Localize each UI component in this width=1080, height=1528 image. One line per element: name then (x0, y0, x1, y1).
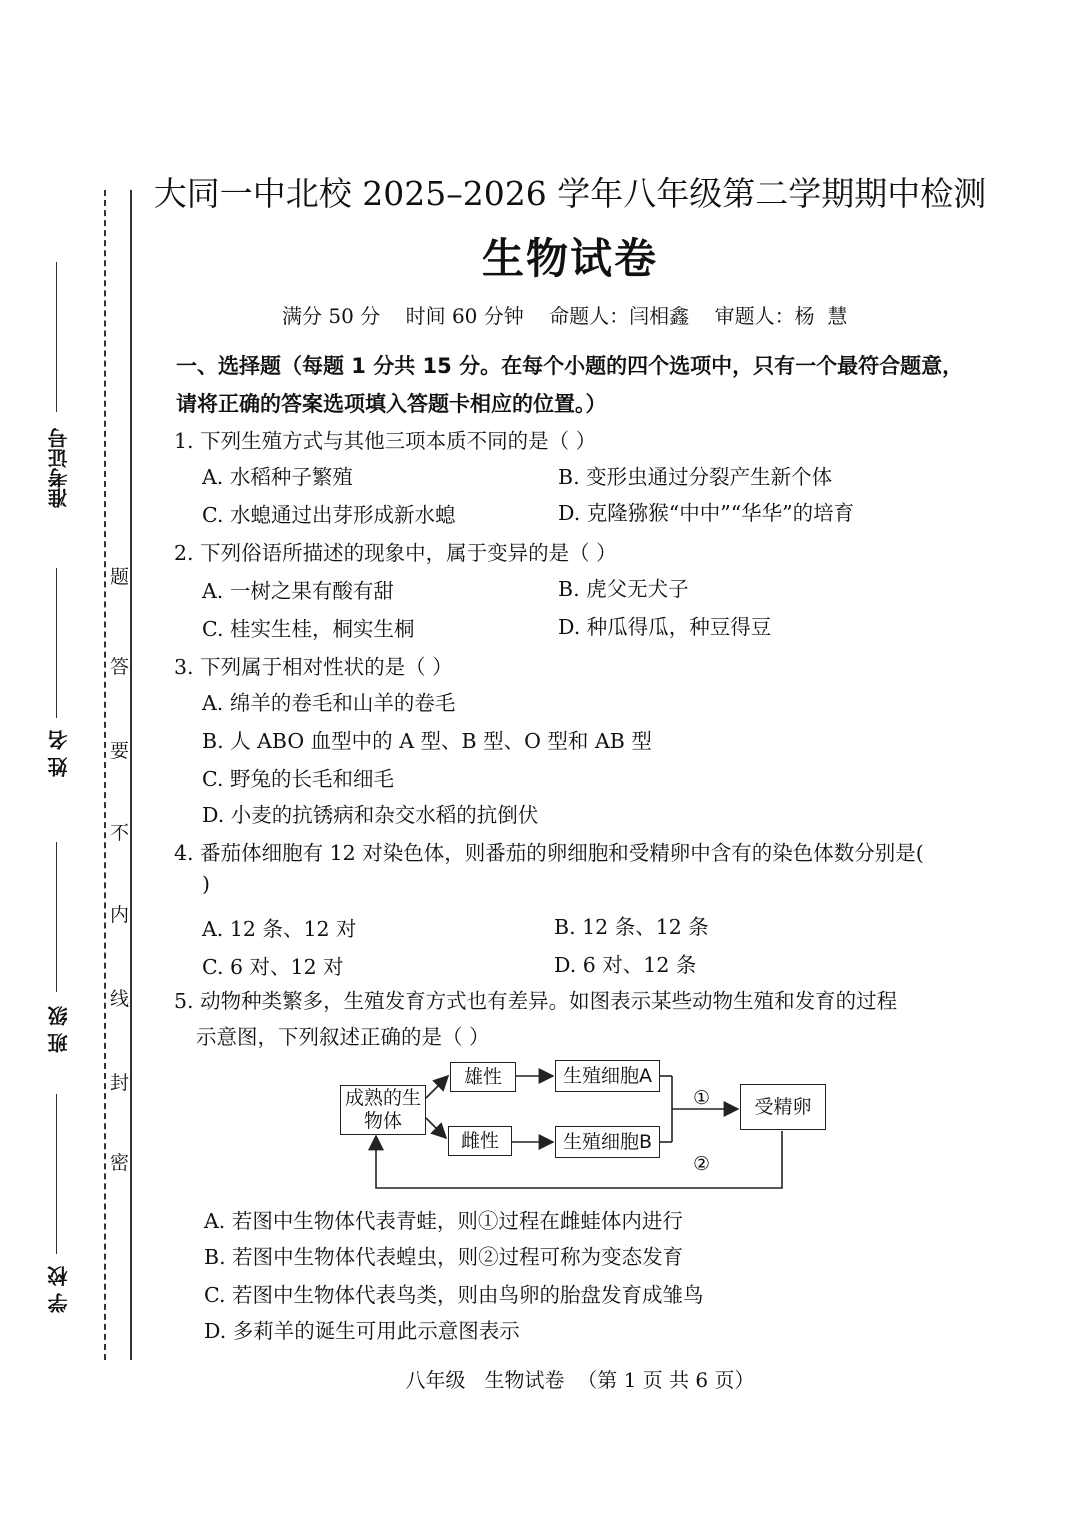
organism-box: 成熟的生物体 (340, 1085, 426, 1135)
question-4-stem-cont: ) (202, 872, 210, 896)
q5-option-b: B. 若图中生物体代表蝗虫，则②过程可称为变态发育 (204, 1245, 684, 1269)
question-5-stem: 5. 动物种类繁多，生殖发育方式也有差异。如图表示某些动物生殖和发育的过程 (174, 989, 898, 1013)
paper-title: 生物试卷 (481, 234, 658, 283)
question-5-stem-cont: 示意图，下列叙述正确的是（ ） (196, 1025, 490, 1049)
seal-char: 题 (110, 566, 130, 588)
section-heading: 一、选择题（每题 1 分共 15 分。在每个小题的四个选项中，只有一个最符合题意， (176, 354, 964, 378)
q2-option-c: C. 桂实生桂，桐实生桐 (202, 617, 415, 641)
female-box: 雌性 (448, 1126, 512, 1156)
q4-option-d: D. 6 对、12 条 (554, 953, 697, 977)
class-label: 班 级 (47, 1006, 71, 1053)
q3-option-c: C. 野兔的长毛和细毛 (202, 767, 394, 791)
cell-a-box: 生殖细胞A (555, 1060, 660, 1092)
section-heading-cont: 请将正确的答案选项填入答题卡相应的位置。） (176, 392, 607, 416)
seal-char: 不 (110, 822, 130, 844)
q1-option-b: B. 变形虫通过分裂产生新个体 (558, 465, 833, 489)
q2-option-d: D. 种瓜得瓜，种豆得豆 (558, 615, 772, 639)
exam-info-line: 满分 50 分 时间 60 分钟 命题人：闫相鑫 审题人：杨 慧 (282, 304, 848, 328)
q1-option-a: A. 水稻种子繁殖 (202, 465, 353, 489)
seal-char: 要 (110, 740, 130, 762)
q1-option-c: C. 水螅通过出芽形成新水螅 (202, 503, 456, 527)
question-3-stem: 3. 下列属于相对性状的是（ ） (174, 655, 453, 679)
zygote-box: 受精卵 (740, 1084, 826, 1130)
q2-option-b: B. 虎父无犬子 (558, 577, 689, 601)
seal-char: 内 (110, 904, 130, 926)
q5-option-c: C. 若图中生物体代表鸟类，则由鸟卵的胎盘发育成雏鸟 (204, 1283, 704, 1307)
question-1-stem: 1. 下列生殖方式与其他三项本质不同的是（ ） (174, 429, 597, 453)
seal-char: 线 (110, 988, 130, 1010)
male-box: 雄性 (450, 1062, 516, 1092)
q3-option-d: D. 小麦的抗锈病和杂交水稻的抗倒伏 (202, 803, 539, 827)
q4-option-c: C. 6 对、12 对 (202, 955, 344, 979)
process-2-label: ② (693, 1153, 711, 1175)
q3-option-a: A. 绵羊的卷毛和山羊的卷毛 (202, 691, 456, 715)
school-title: 大同一中北校 2025–2026 学年八年级第二学期期中检测 (153, 174, 987, 213)
q4-option-b: B. 12 条、12 条 (554, 915, 709, 939)
process-1-label: ① (693, 1087, 711, 1109)
page-footer: 八年级 生物试卷 （第 1 页 共 6 页） (405, 1368, 755, 1392)
q1-option-d: D. 克隆猕猴“中中”“华华”的培育 (558, 501, 855, 525)
q5-option-d: D. 多莉羊的诞生可用此示意图表示 (204, 1319, 520, 1343)
q5-option-a: A. 若图中生物体代表青蛙，则①过程在雌蛙体内进行 (204, 1209, 683, 1233)
seal-char: 答 (110, 656, 130, 678)
cell-b-box: 生殖细胞B (555, 1126, 660, 1158)
seal-char: 密 (110, 1152, 130, 1174)
q3-option-b: B. 人 ABO 血型中的 A 型、B 型、O 型和 AB 型 (202, 729, 652, 753)
name-label: 姓 名 (47, 730, 71, 777)
q4-option-a: A. 12 条、12 对 (202, 917, 357, 941)
school-label: 学 校 (47, 1266, 71, 1313)
question-2-stem: 2. 下列俗语所描述的现象中，属于变异的是（ ） (174, 541, 617, 565)
seal-char: 封 (110, 1072, 130, 1094)
exam-id-label: 准考证号 (47, 428, 71, 508)
q2-option-a: A. 一树之果有酸有甜 (202, 579, 394, 603)
question-4-stem: 4. 番茄体细胞有 12 对染色体，则番茄的卵细胞和受精卵中含有的染色体数分别是( (174, 841, 924, 865)
